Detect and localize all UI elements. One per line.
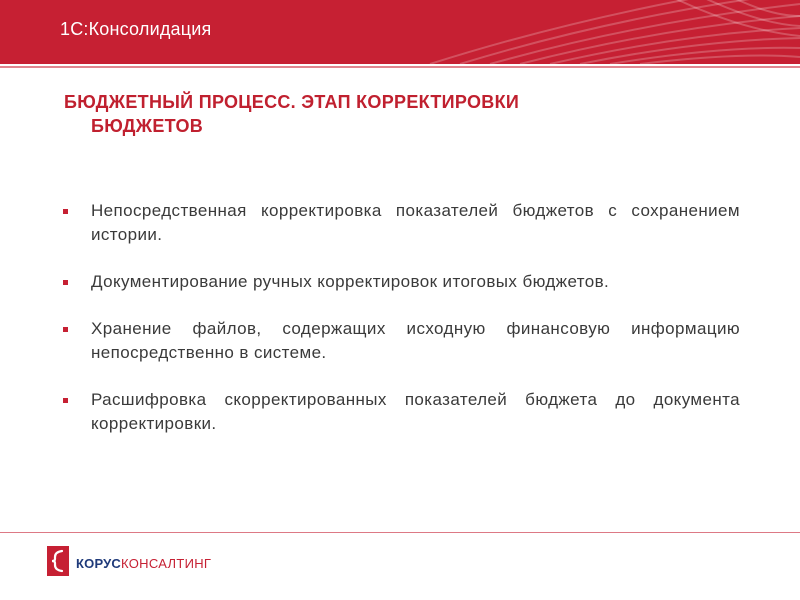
bullet-square-icon bbox=[63, 280, 68, 285]
bullet-text: Хранение файлов, содержащих исходную финансовую информацию непосредственно в системе. bbox=[91, 319, 740, 362]
bullet-square-icon bbox=[63, 209, 68, 214]
header-divider bbox=[0, 66, 800, 68]
bullet-text: Непосредственная корректировка показателей бюджетов с сохранением истории. bbox=[91, 201, 740, 244]
slide-title bbox=[64, 90, 704, 138]
bullet-item bbox=[58, 199, 740, 247]
bullet-item bbox=[58, 317, 740, 365]
bullet-item bbox=[58, 388, 740, 436]
bullet-item bbox=[58, 270, 740, 294]
header-title: 1С:Консолидация bbox=[60, 19, 212, 39]
logo-text-part-2: КОНСАЛТИНГ bbox=[121, 556, 212, 571]
korus-logo-text bbox=[76, 556, 211, 571]
bullet-square-icon bbox=[63, 327, 68, 332]
logo-text-part-1: КОРУС bbox=[76, 556, 122, 571]
bullet-text: Расшифровка скорректированных показателей бюджета до документа корректировки. bbox=[91, 390, 740, 433]
header-bar bbox=[0, 0, 800, 64]
korus-logo-icon bbox=[47, 546, 69, 576]
bullet-list bbox=[58, 199, 740, 459]
bullet-text: Документирование ручных корректировок итоговых бюджетов. bbox=[91, 272, 610, 291]
slide-title-line-2: БЮДЖЕТОВ bbox=[91, 116, 204, 136]
bullet-square-icon bbox=[63, 398, 68, 403]
footer-divider bbox=[0, 532, 800, 533]
slide-title-line-1: БЮДЖЕТНЫЙ ПРОЦЕСС. ЭТАП КОРРЕКТИРОВКИ bbox=[64, 92, 520, 112]
